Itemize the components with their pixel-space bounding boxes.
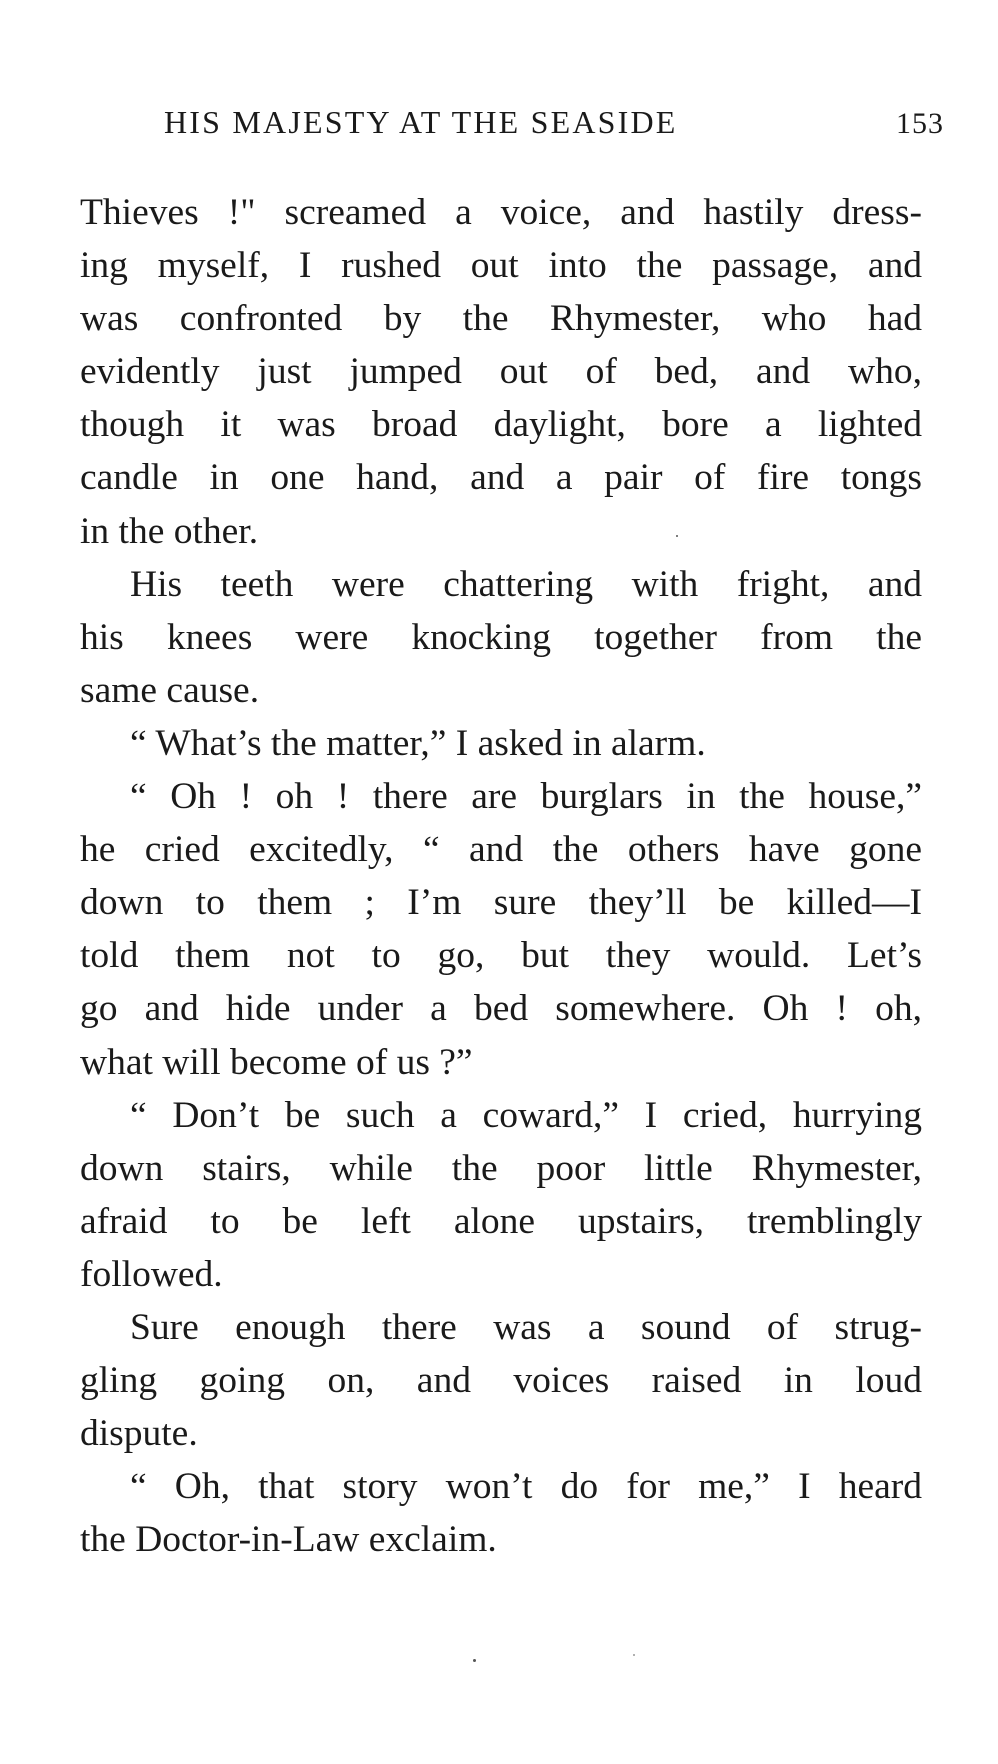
text-line: Thieves !" screamed a voice, and hastily dress- bbox=[80, 192, 922, 233]
text-line: down to them ; I’m sure they’ll be killed—I bbox=[80, 882, 922, 924]
text-line: ing myself, I rushed out into the passage, and bbox=[80, 245, 922, 287]
text-line: his knees were knocking together from the bbox=[80, 616, 922, 658]
text-line: “ Oh, that story won’t do for me,” I heard bbox=[130, 1466, 922, 1508]
text-line: down stairs, while the poor little Rhymester, bbox=[80, 1147, 922, 1189]
body-text bbox=[80, 186, 922, 1566]
text-line: what will become of us ?” bbox=[80, 1041, 473, 1083]
text-line: same cause. bbox=[80, 669, 260, 711]
text-line: “ What’s the matter,” I asked in alarm. bbox=[130, 722, 706, 764]
text-line: told them not to go, but they would. Let’s bbox=[80, 935, 922, 977]
text-line: was confronted by the Rhymester, who had bbox=[80, 298, 922, 340]
running-title: HIS MAJESTY AT THE SEASIDE bbox=[164, 104, 678, 140]
text-line: followed. bbox=[80, 1253, 223, 1295]
text-line: afraid to be left alone upstairs, tremblingly bbox=[80, 1200, 922, 1242]
text-line: evidently just jumped out of bed, and who, bbox=[80, 351, 922, 393]
text-line: the Doctor-in-Law exclaim. bbox=[80, 1519, 497, 1561]
text-line: “ Don’t be such a coward,” I cried, hurrying bbox=[130, 1094, 922, 1136]
text-line: go and hide under a bed somewhere. Oh ! oh, bbox=[80, 988, 922, 1030]
text-line: he cried excitedly, “ and the others have gone bbox=[80, 829, 922, 871]
print-speck bbox=[676, 535, 678, 537]
running-head bbox=[164, 106, 944, 138]
page-number: 153 bbox=[896, 107, 944, 140]
text-line: though it was broad daylight, bore a lighted bbox=[80, 404, 922, 446]
print-speck bbox=[473, 1659, 476, 1662]
text-line: dispute. bbox=[80, 1413, 198, 1455]
text-line: Sure enough there was a sound of strug- bbox=[130, 1306, 922, 1348]
text-line: His teeth were chattering with fright, and bbox=[130, 563, 922, 605]
print-speck bbox=[633, 1654, 635, 1656]
text-line: in the other. bbox=[80, 510, 259, 552]
text-line: “ Oh ! oh ! there are burglars in the house,” bbox=[130, 776, 922, 818]
text-line: gling going on, and voices raised in loud bbox=[80, 1360, 922, 1402]
text-line: candle in one hand, and a pair of fire tongs bbox=[80, 457, 922, 499]
